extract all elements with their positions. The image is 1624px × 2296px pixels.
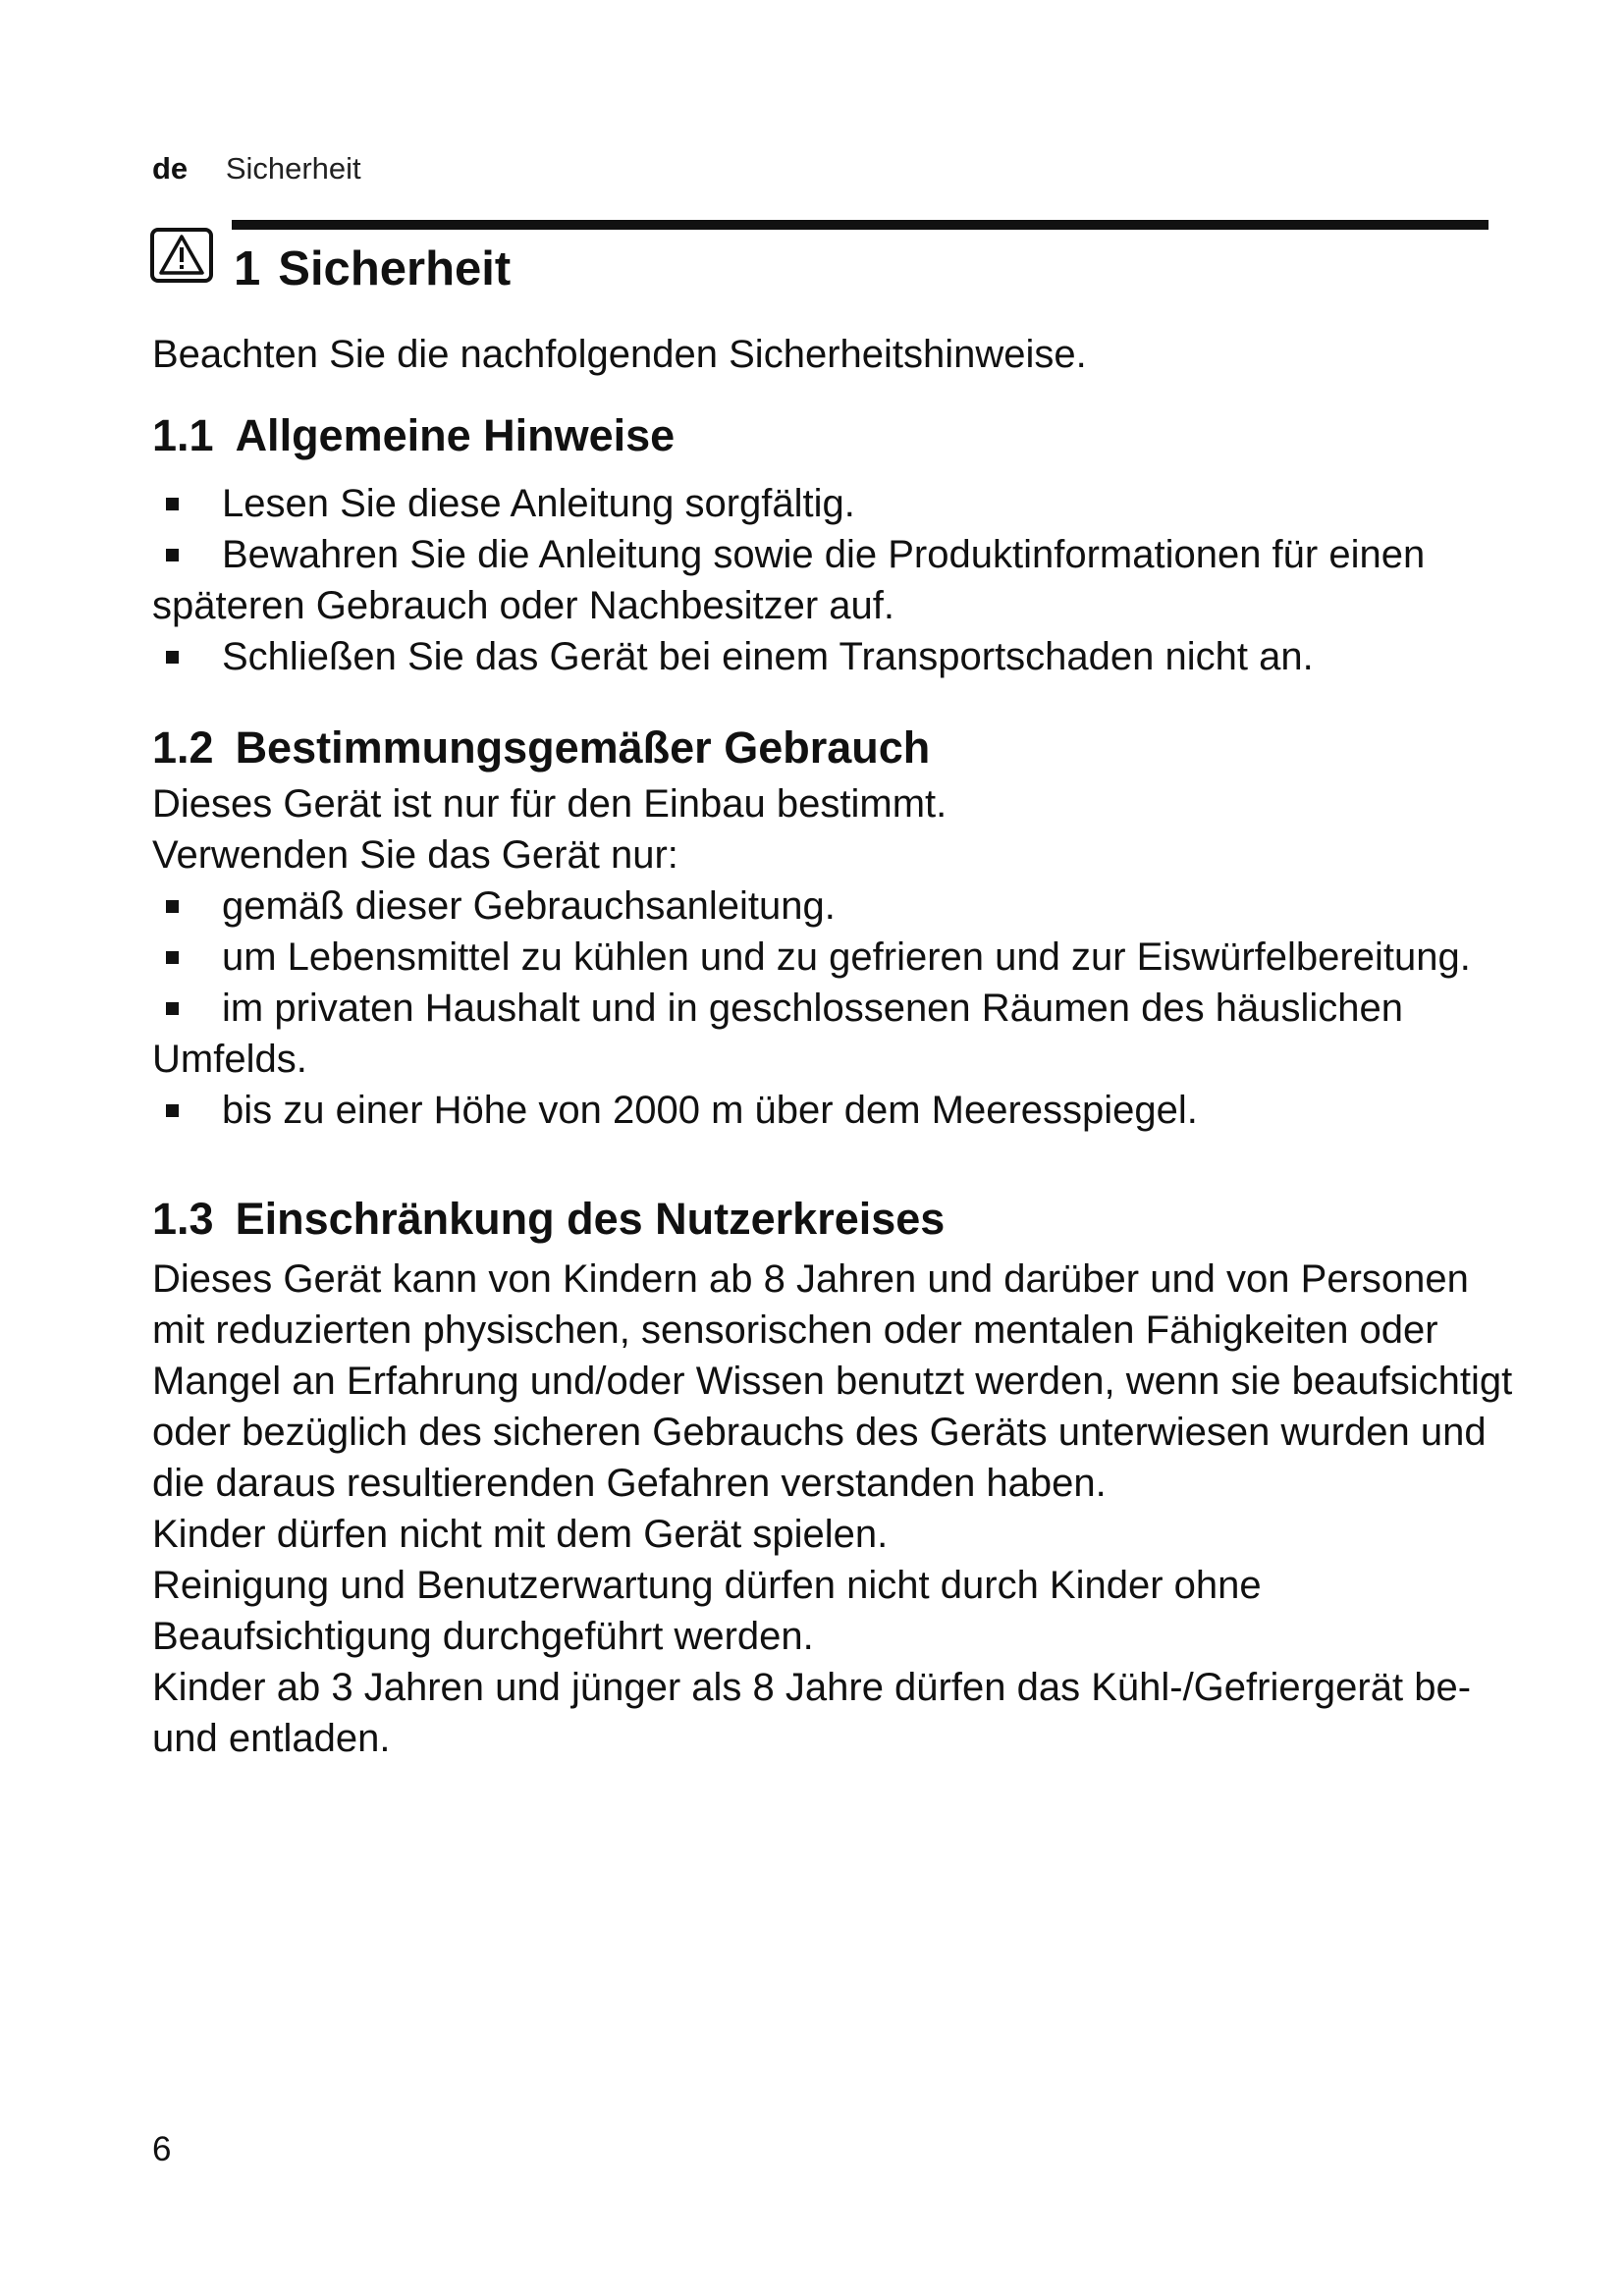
running-header	[152, 149, 361, 188]
paragraph: Dieses Gerät kann von Kindern ab 8 Jahren und darüber und von Personen mit reduzierten physischen, sensorischen oder mentalen Fähigkeiten oder Mangel an Erfahrung und/oder Wissen benutzt werden, wenn sie beaufsichtigt oder bezüglich des sicheren Gebrauchs des Geräts unterwiesen wurden und die daraus resultierenden Gefahren verstanden haben.	[152, 1257, 1513, 1505]
list-item: im privaten Haushalt und in geschlossenen Räumen des häuslichen Umfelds.	[152, 987, 1403, 1081]
chapter-title-text: Sicherheit	[278, 242, 512, 295]
list-item: Lesen Sie diese Anleitung sorgfältig.	[152, 478, 1517, 529]
list-item: Schließen Sie das Gerät bei einem Transportschaden nicht an.	[152, 631, 1517, 682]
paragraph: Kinder ab 3 Jahren und jünger als 8 Jahre dürfen das Kühl-/Gefriergerät be- und entladen.	[152, 1666, 1472, 1760]
section-heading-user-restrictions	[152, 1191, 1517, 1248]
list-item: um Lebensmittel zu kühlen und zu gefrieren und zur Eiswürfelbereitung.	[152, 932, 1517, 983]
paragraph: Verwenden Sie das Gerät nur:	[152, 833, 678, 877]
bullet-list-general-notes	[152, 478, 1517, 682]
bullet-square-icon	[166, 1104, 179, 1117]
section-heading-intended-use	[152, 720, 1517, 776]
list-item: gemäß dieser Gebrauchsanleitung.	[152, 881, 1517, 932]
paragraph: Reinigung und Benutzerwartung dürfen nicht durch Kinder ohne Beaufsichtigung durchgeführt werden.	[152, 1564, 1262, 1658]
chapter-rule	[232, 220, 1489, 230]
paragraph: Dieses Gerät ist nur für den Einbau bestimmt.	[152, 782, 947, 826]
running-header-section: Sicherheit	[225, 151, 361, 186]
bullet-list-intended-use	[152, 881, 1517, 1136]
page-number: 6	[152, 2130, 172, 2168]
chapter-intro: Beachten Sie die nachfolgenden Sicherheitshinweise.	[152, 333, 1087, 376]
bullet-square-icon	[166, 651, 179, 664]
chapter-title	[234, 240, 511, 298]
warning-triangle-icon	[150, 228, 213, 283]
paragraph: Kinder dürfen nicht mit dem Gerät spielen.	[152, 1513, 889, 1556]
list-item: bis zu einer Höhe von 2000 m über dem Meeresspiegel.	[152, 1085, 1517, 1136]
section-title: Bestimmungsgemäßer Gebrauch	[235, 722, 931, 773]
section-heading-general-notes	[152, 407, 1517, 464]
language-code: de	[152, 151, 189, 186]
section-number: 1.2	[152, 722, 214, 773]
section-number: 1.3	[152, 1194, 214, 1244]
bullet-square-icon	[166, 900, 179, 913]
bullet-square-icon	[166, 498, 179, 510]
main-content	[152, 329, 1517, 1764]
section-number: 1.1	[152, 410, 214, 460]
bullet-square-icon	[166, 549, 179, 561]
chapter-number: 1	[234, 242, 261, 295]
bullet-square-icon	[166, 951, 179, 964]
section-title: Allgemeine Hinweise	[235, 410, 676, 460]
list-item: Bewahren Sie die Anleitung sowie die Produktinformationen für einen späteren Gebrauch oder Nachbesitzer auf.	[152, 533, 1426, 627]
bullet-square-icon	[166, 1002, 179, 1015]
section-title: Einschränkung des Nutzerkreises	[235, 1194, 946, 1244]
